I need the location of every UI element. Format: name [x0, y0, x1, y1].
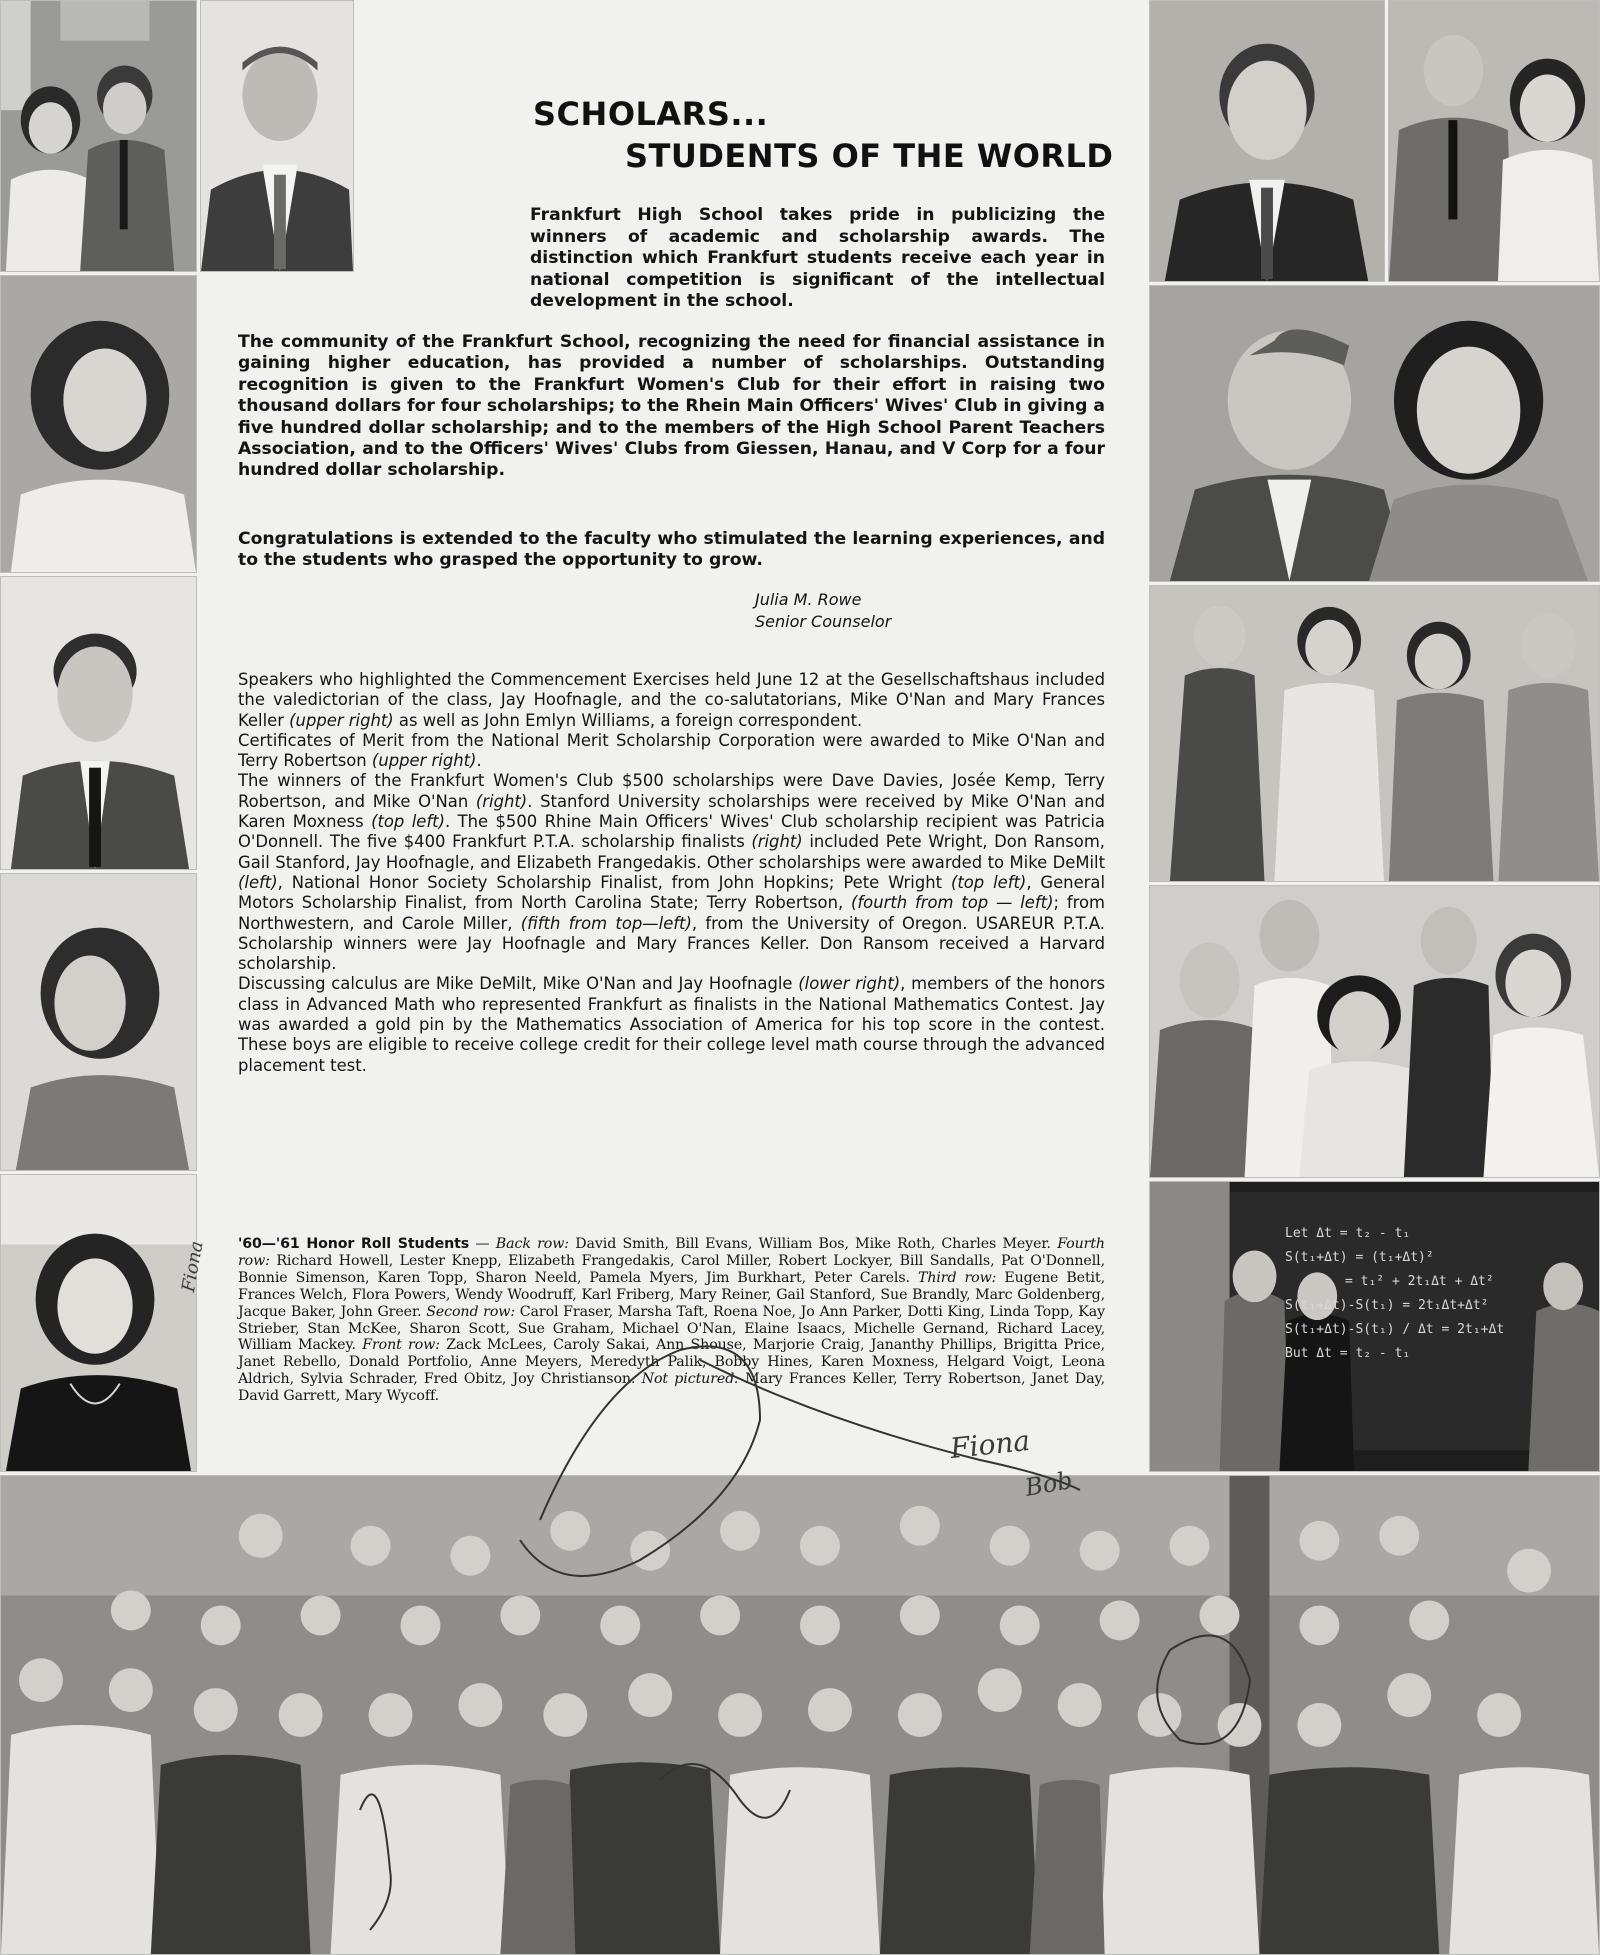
merit-paragraph: Certificates of Merit from the National Merit Scholarship Corporation were awarded to Mike O'Nan and Terry Robertson (upper right). — [238, 730, 1105, 771]
chalk-line-6: But Δt = t₂ - t₁ — [1285, 1346, 1411, 1361]
title-line-2: STUDENTS OF THE WORLD — [625, 137, 1114, 175]
title-line-1: SCHOLARS... — [533, 95, 769, 133]
calculus-paragraph: Discussing calculus are Mike DeMilt, Mike O'Nan and Jay Hoofnagle (lower right), members of the honors class in Advanced Math who represented Frankfurt as finalists in the National Mathematics Contest. Jay was awarded a gold pin by the Mathematics Association of America for his top score in the contest. These boys are eligible to receive college credit for their college level math course through the advanced placement test. — [238, 974, 1105, 1075]
photo-boy-smiling-top-right — [1149, 0, 1385, 282]
signature-role: Senior Counselor — [755, 612, 892, 631]
chalk-line-5: S(t₁+Δt)-S(t₁) / Δt = 2t₁+Δt — [1285, 1322, 1505, 1337]
photo-girl-necklace — [0, 1174, 197, 1472]
photo-girl-profile — [0, 873, 197, 1171]
photo-five-finalists — [1149, 885, 1600, 1178]
photo-couple-smiling — [1149, 285, 1600, 582]
photo-honor-roll-group — [0, 1475, 1600, 1955]
photo-chalkboard-calculus — [1149, 1181, 1600, 1472]
photo-boy-suit — [0, 576, 197, 870]
handwriting-fiona-left: Fiona — [178, 1239, 208, 1294]
community-paragraph: The community of the Frankfurt School, recognizing the need for financial assistance in gaining higher education, has provided a number of scholarships. Outstanding recognition is given to the Frankfurt Women's Club for their effort in raising two thousand dollars for four scholarships; to the Rhein Main Officers' Wives' Club in giving a five hundred dollar scholarship; and to the members of the High School Parent Teachers Association, and to the Officers' Wives' Clubs from Giessen, Hanau, and V Corp for a four hundred dollar scholarship. — [238, 332, 1105, 481]
intro-paragraph: Frankfurt High School takes pride in publicizing the winners of academic and scholarship awards. The distinction which Frankfurt students receive each year in national competition is significant of the intellectual development in the school. — [530, 205, 1105, 311]
commencement-paragraph: Speakers who highlighted the Commencement Exercises held June 12 at the Gesellschaftshaus included the valedictorian of the class, Jay Hoofnagle, and the co-salutatorians, Mike O'Nan and Mary Frances Keller (upper right) as well as John Emlyn Williams, a foreign correspondent. — [238, 670, 1105, 730]
chalk-line-2: S(t₁+Δt) = (t₁+Δt)² — [1285, 1250, 1434, 1265]
photo-girl-sweater — [0, 275, 197, 573]
chalk-line-3: = t₁² + 2t₁Δt + Δt² — [1345, 1274, 1494, 1289]
winners-paragraph: The winners of the Frankfurt Women's Club $500 scholarships were Dave Davies, Josée Kemp, Terry Robertson, and Mike O'Nan (right). Stanford University scholarships were received by Mike O'Nan and Karen Moxness (top left). The $500 Rhine Main Officers' Wives' Club scholarship recipient was Patricia O'Donnell. The five $400 Frankfurt P.T.A. scholarship finalists (right) included Pete Wright, Don Ransom, Gail Stanford, Jay Hoofnagle, and Elizabeth Frangedakis. Other scholarships were awarded to Mike DeMilt (left), National Honor Society Scholarship Finalist, from John Hopkins; Pete Wright (top left), General Motors Scholarship Finalist, from North Carolina State; Terry Robertson, (fourth from top — left); from Northwestern, and Carole Miller, (fifth from top—left), from the University of Oregon. USAREUR P.T.A. Scholarship winners were Jay Hoofnagle and Mary Frances Keller. Don Ransom received a Harvard scholarship. — [238, 771, 1105, 974]
congrats-paragraph: Congratulations is extended to the faculty who stimulated the learning experiences, and to the students who grasped the opportunity to grow. — [238, 529, 1105, 571]
handwriting-fiona-right: Fiona — [948, 1423, 1032, 1466]
honor-roll-caption: '60—'61 Honor Roll Students — Back row: David Smith, Bill Evans, William Bos, Mike Roth, Charles Meyer. Fourth row: Richard Howell, Lester Knepp, Elizabeth Frangedakis, Carol Miller, Robert Lockyer, Bill Sandalls, Pat O'Donnell, Bonnie Simenson, Karen Topp, Sharon Neeld, Pamela Myers, Jim Burkhart, Peter Carels. Third row: Eugene Betit, Frances Welch, Flora Powers, Wendy Woodruff, Karl Friberg, Mary Reiner, Gail Stanford, Sue Brandly, Marc Goldenberg, Jacque Baker, John Greer. Second row: Carol Fraser, Marsha Taft, Roena Noe, Jo Ann Parker, Dotti King, Linda Topp, Kay Strieber, Stan McKee, Sharon Scott, Sue Graham, Michael O'Nan, Elaine Isaacs, Michelle Gernand, Richard Lacey, William Mackey. Front row: Zack McLees, Caroly Sakai, Ann Shouse, Marjorie Craig, Jananthy Phillips, Brigitta Price, Janet Rebello, Donald Portfolio, Anne Meyers, Meredyth Palik, Bobby Hines, Karen Moxness, Helgard Voigt, Leona Aldrich, Sylvia Schrader, Fred Obitz, Joy Christianson. Not pictured: Mary Frances Keller, Terry Robertson, Janet Day, David Garrett, Mary Wycoff. — [238, 1236, 1106, 1405]
photo-four-students — [1149, 585, 1600, 882]
handwriting-bob: Bob — [1022, 1466, 1075, 1502]
chalkboard-writing — [1285, 1222, 1504, 1366]
chalk-line-1: Let Δt = t₂ - t₁ — [1285, 1226, 1411, 1241]
article-column — [200, 0, 1140, 1470]
photo-couple-top-right — [1388, 0, 1600, 282]
signature-name: Julia M. Rowe — [755, 590, 862, 609]
chalk-line-4: S(t₁+Δt)-S(t₁) = 2t₁Δt+Δt² — [1285, 1298, 1489, 1313]
photo-couple-top-left — [0, 0, 197, 272]
scholarship-body — [238, 670, 1105, 1076]
